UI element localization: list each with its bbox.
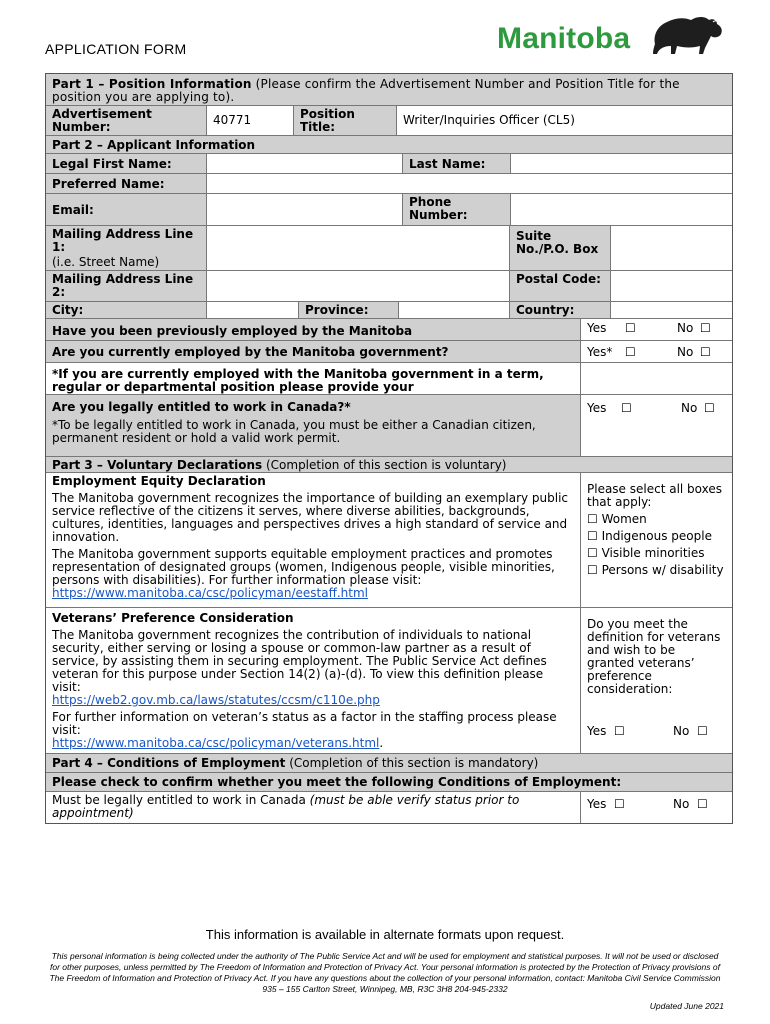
contact-row — [46, 194, 732, 226]
country-field[interactable] — [610, 302, 732, 318]
position-title-label: Position Title: — [293, 106, 396, 135]
preferred-name-label: Preferred Name: — [46, 174, 206, 193]
option-women[interactable]: ☐ Women — [587, 512, 647, 526]
legal-no-label: No — [681, 401, 698, 415]
mailing1-label: Mailing Address Line 1: — [52, 227, 194, 254]
equity-title: Employment Equity Declaration — [52, 474, 266, 488]
part1-note: (Please confirm the Advertisement Number and Position Title for the position you are applying to). — [52, 77, 680, 104]
mailing1-field[interactable] — [206, 226, 509, 270]
form-title: APPLICATION FORM — [45, 41, 187, 57]
logo-wordmark: Manitoba — [497, 22, 631, 55]
email-field[interactable] — [206, 194, 402, 225]
prev-employed-options — [580, 319, 732, 340]
part2-heading: Part 2 – Applicant Information — [52, 138, 256, 152]
first-name-field[interactable] — [206, 154, 402, 173]
option-indigenous[interactable]: ☐ Indigenous people — [587, 529, 712, 543]
mailing1-label-cell — [46, 226, 206, 270]
first-name-label: Legal First Name: — [46, 154, 206, 173]
equity-link[interactable]: https://www.manitoba.ca/csc/policyman/eestaff.html — [52, 586, 368, 600]
veterans-paragraph-2: For further information on veteran’s status as a factor in the staffing process please visit: — [52, 710, 557, 737]
curr-note-blank — [580, 363, 732, 394]
prev-yes-label: Yes — [587, 321, 607, 335]
veterans-cell — [46, 608, 580, 753]
mailing1-row — [46, 226, 732, 271]
legal-no-checkbox[interactable]: ☐ — [704, 401, 715, 415]
prev-employed-question: Have you been previously employed by the Manitoba — [46, 319, 580, 340]
updated-date: Updated June 2021 — [649, 1001, 724, 1011]
mailing1-hint: (i.e. Street Name) — [52, 255, 160, 269]
curr-no-checkbox[interactable]: ☐ — [700, 345, 711, 359]
prev-no-label: No — [677, 321, 694, 335]
part4-note: (Completion of this section is mandatory) — [285, 756, 539, 770]
condition-options — [580, 792, 732, 823]
legal-row — [46, 395, 732, 457]
legal-cell — [46, 395, 580, 456]
option-visible-minorities[interactable]: ☐ Visible minorities — [587, 546, 705, 560]
part4-heading: Part 4 – Conditions of Employment — [52, 756, 286, 770]
part2-header — [46, 136, 732, 154]
vet-no-label: No — [673, 724, 690, 738]
equity-options — [580, 473, 732, 607]
part4-instruction-row — [46, 773, 732, 792]
alternate-formats-note: This information is available in alternate formats upon request. — [205, 927, 565, 942]
veterans-options — [580, 608, 732, 753]
postal-label: Postal Code: — [509, 271, 610, 301]
mailing2-row — [46, 271, 732, 302]
vet-no-checkbox[interactable]: ☐ — [697, 724, 708, 738]
cond-no-label: No — [673, 797, 690, 811]
privacy-notice: This personal information is being collected under the authority of The Public Service Act and will be used for employment and statistical purposes. It will not be used or disclosed for other purposes, unless permitted by The Freedom of Information and Protection of Privacy Act. Your personal information is protected by the Protection of Privacy provisions of The Freedom of Information and Protection of Privacy Act. If you have any questions about the collection of your personal information, contact: Manitoba Civil Service Commission 935 – 155 Carlton Street, Winnipeg, MB, R3C 3H8 204-945-2332 — [49, 951, 721, 994]
curr-employed-options — [580, 341, 732, 362]
veterans-question: Do you meet the definition for veterans and wish to be granted veterans’ preference consideration: — [587, 617, 721, 696]
cond-yes-checkbox[interactable]: ☐ — [614, 797, 625, 811]
preferred-name-field[interactable] — [206, 174, 732, 193]
vet-yes-label: Yes — [587, 724, 607, 738]
city-label: City: — [46, 302, 206, 318]
curr-employed-row — [46, 341, 732, 363]
cond-yes-label: Yes — [587, 797, 607, 811]
part3-note: (Completion of this section is voluntary) — [262, 458, 507, 472]
country-label: Country: — [509, 302, 610, 318]
curr-yes-checkbox[interactable]: ☐ — [625, 345, 636, 359]
curr-note-row — [46, 363, 732, 395]
preferred-name-row — [46, 174, 732, 194]
bison-icon — [647, 14, 727, 58]
suite-field[interactable] — [610, 226, 732, 270]
email-label: Email: — [46, 194, 206, 225]
legal-yes-label: Yes — [587, 401, 607, 415]
veterans-row — [46, 608, 732, 754]
prev-yes-checkbox[interactable]: ☐ — [625, 321, 636, 335]
curr-employed-note: *If you are currently employed with the Manitoba government in a term, regular or departmental position please provide your — [52, 367, 544, 394]
curr-yes-label: Yes* — [587, 345, 613, 359]
city-field[interactable] — [206, 302, 298, 318]
prev-employed-row — [46, 319, 732, 341]
position-row — [46, 106, 732, 136]
condition-row — [46, 792, 732, 823]
curr-employed-question: Are you currently employed by the Manitoba government? — [46, 341, 580, 362]
vet-yes-checkbox[interactable]: ☐ — [614, 724, 625, 738]
veterans-title: Veterans’ Preference Consideration — [52, 611, 294, 625]
phone-field[interactable] — [510, 194, 732, 225]
city-row — [46, 302, 732, 319]
part4-header — [46, 754, 732, 773]
legal-note: *To be legally entitled to work in Canada, you must be either a Canadian citizen, permanent resident or hold a valid work permit. — [52, 418, 536, 445]
legal-options — [580, 395, 732, 456]
veterans-link-statute[interactable]: https://web2.gov.mb.ca/laws/statutes/ccsm/c110e.php — [52, 693, 380, 707]
last-name-field[interactable] — [510, 154, 732, 173]
position-title-field[interactable]: Writer/Inquiries Officer (CL5) — [396, 106, 732, 135]
select-all-text: Please select all boxes that apply: — [587, 482, 723, 509]
condition-text — [46, 792, 580, 823]
part1-header — [46, 74, 732, 106]
option-disability[interactable]: ☐ Persons w/ disability — [587, 563, 724, 577]
part1-heading: Part 1 – Position Information — [52, 77, 252, 91]
veterans-link-period: . — [379, 736, 384, 750]
curr-no-label: No — [677, 345, 694, 359]
ad-number-label: Advertisement Number: — [46, 106, 206, 135]
last-name-label: Last Name: — [402, 154, 510, 173]
mailing2-label: Mailing Address Line 2: — [46, 271, 206, 301]
ad-number-field[interactable]: 40771 — [206, 106, 293, 135]
name-row — [46, 154, 732, 174]
equity-paragraph-1: The Manitoba government recognizes the importance of building an exemplary public service reflective of the citizens it serves, where diverse abilities, backgrounds, cultures, identities, languages and perspectives drives a high standard of service and innovation. — [52, 491, 569, 544]
equity-paragraph-2: The Manitoba government supports equitable employment practices and promotes representation of designated groups (women, Indigenous people, visible minorities, persons with disabilities). For further information please visit: — [52, 547, 555, 587]
phone-label: Phone Number: — [402, 194, 510, 225]
part3-heading: Part 3 – Voluntary Declarations — [52, 458, 263, 472]
manitoba-logo — [493, 14, 733, 58]
postal-field[interactable] — [610, 271, 732, 301]
province-label: Province: — [298, 302, 398, 318]
condition-italic: (must be able verify status prior to appointment) — [52, 793, 520, 820]
condition-main: Must be legally entitled to work in Canada — [52, 793, 310, 807]
veterans-link-policy[interactable]: https://www.manitoba.ca/csc/policyman/veterans.html — [52, 736, 380, 750]
suite-label: Suite No./P.O. Box — [509, 226, 610, 270]
veterans-paragraph-1: The Manitoba government recognizes the contribution of individuals to national security, either serving or losing a spouse or common-law partner as a result of service, by assisting them in securing employment. The Public Service Act defines veteran for this purpose under Section 14(2) (a)-(d). To view this definition please visit: — [52, 628, 547, 694]
equity-cell — [46, 473, 580, 607]
equity-row — [46, 473, 732, 608]
part4-instruction: Please check to confirm whether you meet the following Conditions of Employment: — [52, 775, 622, 789]
prev-no-checkbox[interactable]: ☐ — [700, 321, 711, 335]
legal-question: Are you legally entitled to work in Canada?* — [52, 400, 351, 414]
cond-no-checkbox[interactable]: ☐ — [697, 797, 708, 811]
application-form — [45, 73, 733, 824]
legal-yes-checkbox[interactable]: ☐ — [621, 401, 632, 415]
mailing2-field[interactable] — [206, 271, 509, 301]
part3-header — [46, 457, 732, 473]
province-field[interactable] — [398, 302, 509, 318]
